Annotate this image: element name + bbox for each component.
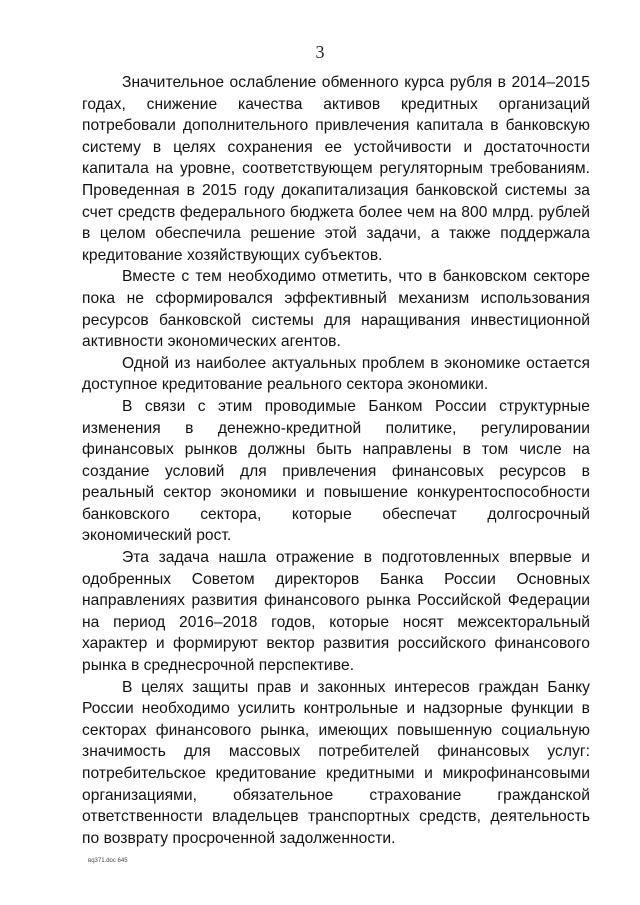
paragraph-4: В связи с этим проводимые Банком России структурные изменения в денежно-кредитной политике, регулировании финансовых рынков должны быть направлены в том числе на создание условий для привлечения финансовых ресурсов в реальный сектор экономики и повышение конкурентоспособности банковского сектора, которые обеспечат долгосрочный экономический рост. [82, 397, 590, 545]
paragraph-2: Вместе с тем необходимо отметить, что в банковском секторе пока не сформировался эффективный механизм использования ресурсов банковской системы для наращивания инвестиционной активности экономических агентов. [82, 268, 590, 351]
paragraph-1: Значительное ослабление обменного курса рубля в 2014–2015 годах, снижение качества активов кредитных организаций потребовали дополнительного привлечения капитала в банковскую систему в целях сохранения ее устойчивости и достаточности капитала на уровне, соответствующем регуляторным требованиям. Проведенная в 2015 году докапитализация банковской системы за счет средств федерального бюджета более чем на 800 млрд. рублей в целом обеспечила решение этой задачи, а также поддержала кредитование хозяйствующих субъектов. [82, 74, 590, 264]
paragraph-5: Эта задача нашла отражение в подготовленных впервые и одобренных Советом директоров Банка России Основных направлениях развития финансового рынка Российской Федерации на период 2016–2018 годов, которые носят межсекторальный характер и формируют вектор развития российского финансового рынка в среднесрочной перспективе. [82, 549, 590, 675]
paragraph-6: В целях защиты прав и законных интересов граждан Банку России необходимо усилить контрольные и надзорные функции в секторах финансового рынка, имеющих повышенную социальную значимость для массовых потребителей финансовых услуг: потребительское кредитование кредитными и микрофинансовыми организациями, обязательное страхование гражданской ответственности владельцев транспортных средств, деятельность по возврату просроченной задолженности. [82, 678, 590, 847]
page-number: 3 [315, 42, 325, 62]
document-body [82, 72, 590, 849]
paragraph-3: Одной из наиболее актуальных проблем в экономике остается доступное кредитование реального сектора экономики. [82, 354, 590, 394]
footer-file-code: вq371.doc 645 [88, 858, 128, 864]
